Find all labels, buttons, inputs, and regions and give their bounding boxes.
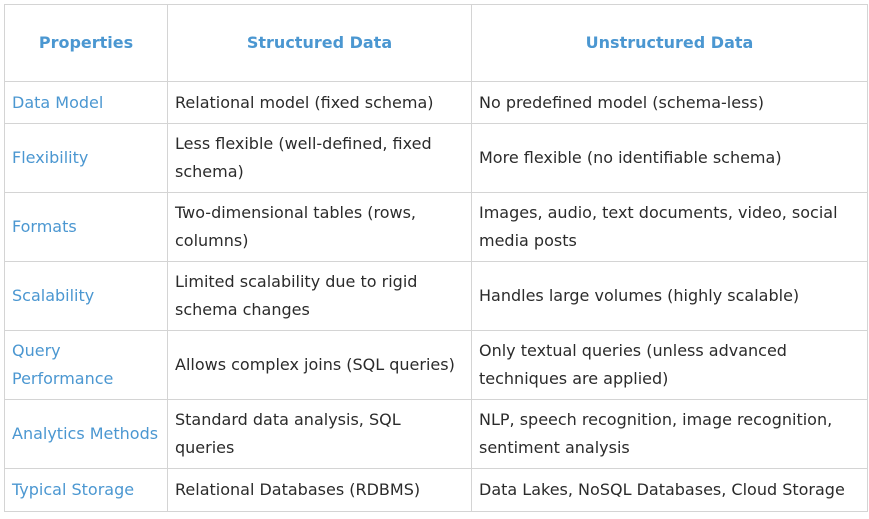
structured-cell: Standard data analysis, SQL queries — [168, 400, 472, 469]
table-row — [5, 400, 868, 469]
header-unstructured-data: Unstructured Data — [472, 5, 868, 82]
structured-cell: Limited scalability due to rigid schema changes — [168, 262, 472, 331]
property-cell: Scalability — [5, 262, 168, 331]
header-properties: Properties — [5, 5, 168, 82]
property-cell: Analytics Methods — [5, 400, 168, 469]
comparison-table — [4, 4, 868, 512]
unstructured-cell: Images, audio, text documents, video, social media posts — [472, 193, 868, 262]
structured-cell: Less flexible (well-defined, fixed schema) — [168, 124, 472, 193]
property-cell: Query Performance — [5, 331, 168, 400]
table-row — [5, 82, 868, 124]
header-structured-data: Structured Data — [168, 5, 472, 82]
unstructured-cell: NLP, speech recognition, image recognition, sentiment analysis — [472, 400, 868, 469]
unstructured-cell: Only textual queries (unless advanced techniques are applied) — [472, 331, 868, 400]
table-row — [5, 331, 868, 400]
unstructured-cell: No predefined model (schema-less) — [472, 82, 868, 124]
table-row — [5, 469, 868, 512]
table-row — [5, 124, 868, 193]
structured-cell: Two-dimensional tables (rows, columns) — [168, 193, 472, 262]
table-row — [5, 193, 868, 262]
structured-cell: Allows complex joins (SQL queries) — [168, 331, 472, 400]
property-cell: Data Model — [5, 82, 168, 124]
unstructured-cell: Handles large volumes (highly scalable) — [472, 262, 868, 331]
structured-cell: Relational Databases (RDBMS) — [168, 469, 472, 512]
structured-cell: Relational model (fixed schema) — [168, 82, 472, 124]
property-cell: Typical Storage — [5, 469, 168, 512]
property-cell: Formats — [5, 193, 168, 262]
property-cell: Flexibility — [5, 124, 168, 193]
table-header-row — [5, 5, 868, 82]
unstructured-cell: Data Lakes, NoSQL Databases, Cloud Storage — [472, 469, 868, 512]
unstructured-cell: More flexible (no identifiable schema) — [472, 124, 868, 193]
table-row — [5, 262, 868, 331]
